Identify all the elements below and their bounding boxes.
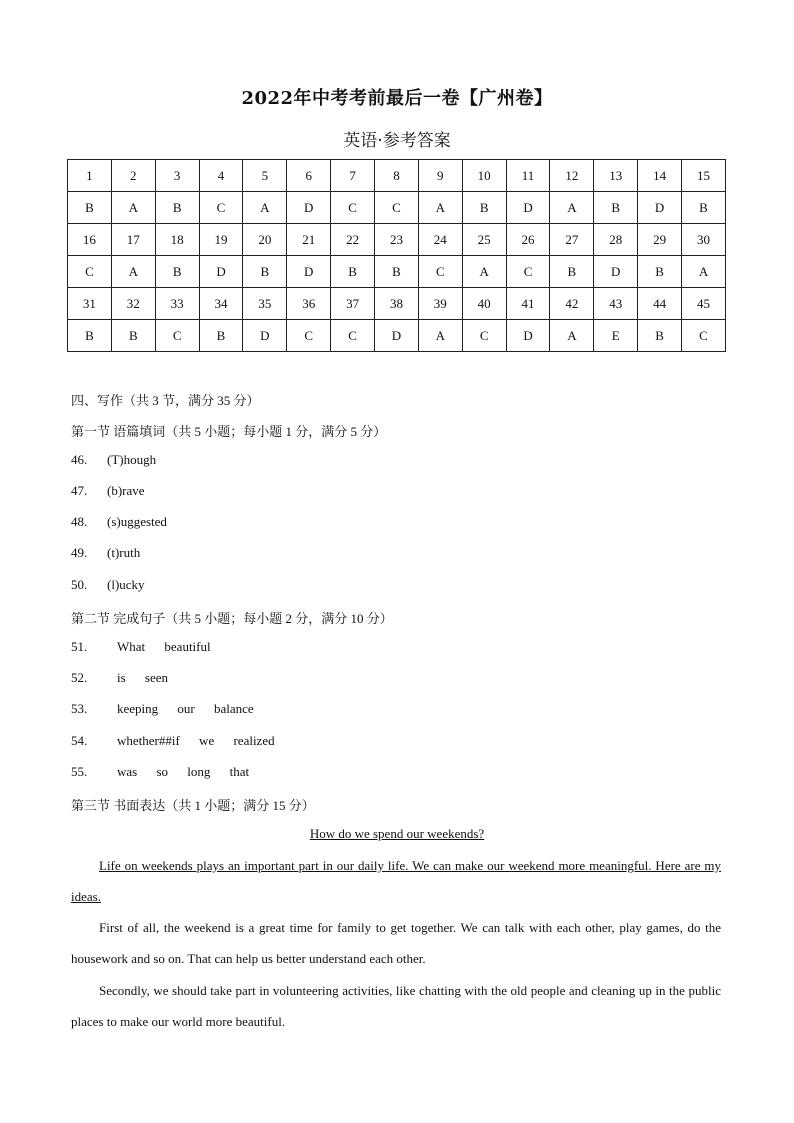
question-number-cell: 3 [155, 160, 199, 192]
question-number-cell: 10 [462, 160, 506, 192]
question-number-cell: 16 [68, 224, 112, 256]
question-number-cell: 29 [638, 224, 682, 256]
answer-cell: C [287, 320, 331, 352]
answer-cell: C [375, 192, 419, 224]
item-answer: keeping our balance [117, 701, 254, 716]
essay-paragraph: Secondly, we should take part in volunteering activities, like chatting with the old people and cleaning up in the public places to make our world more beautiful. [71, 983, 721, 1029]
question-number-cell: 17 [111, 224, 155, 256]
essay-paragraph: First of all, the weekend is a great time for family to get together. We can talk with each other, play games, do the housework and so on. That can help us better understand each other. [71, 920, 721, 966]
answer-cell: A [418, 192, 462, 224]
question-number-cell: 15 [682, 160, 726, 192]
answer-cell: B [375, 256, 419, 288]
item-answer: (t)ruth [107, 545, 141, 560]
answer-cell: D [506, 192, 550, 224]
question-number-cell: 32 [111, 288, 155, 320]
item-answer: What beautiful [117, 639, 211, 654]
answer-cell: D [243, 320, 287, 352]
answer-cell: A [550, 320, 594, 352]
answer-cell: B [111, 320, 155, 352]
answer-cell: C [418, 256, 462, 288]
question-number-cell: 25 [462, 224, 506, 256]
item-number: 55. [71, 764, 88, 779]
item-number: 47. [71, 483, 88, 498]
item-number: 46. [71, 452, 88, 467]
question-number-cell: 24 [418, 224, 462, 256]
table-row [68, 288, 726, 320]
question-number-cell: 43 [594, 288, 638, 320]
question-number-cell: 39 [418, 288, 462, 320]
answer-cell: B [331, 256, 375, 288]
question-number-cell: 9 [418, 160, 462, 192]
answer-cell: D [638, 192, 682, 224]
answer-cell: A [111, 192, 155, 224]
item-answer: whether##if we realized [117, 733, 275, 748]
page-title: 2022年中考考前最后一卷【广州卷】 [241, 88, 553, 109]
question-number-cell: 20 [243, 224, 287, 256]
answer-cell: A [462, 256, 506, 288]
question-number-cell: 5 [243, 160, 287, 192]
question-number-cell: 36 [287, 288, 331, 320]
answer-cell: D [594, 256, 638, 288]
question-number-cell: 8 [375, 160, 419, 192]
question-number-cell: 33 [155, 288, 199, 320]
answer-cell: C [199, 192, 243, 224]
list-item [71, 452, 156, 468]
answer-cell: C [462, 320, 506, 352]
item-number: 52. [71, 670, 88, 685]
answer-cell: B [68, 320, 112, 352]
writing-heading: 四、写作（共 3 节，满分 35 分） [71, 393, 260, 408]
question-number-cell: 40 [462, 288, 506, 320]
question-number-cell: 21 [287, 224, 331, 256]
section2-heading: 第二节 完成句子（共 5 小题；每小题 2 分，满分 10 分） [71, 611, 393, 626]
question-number-cell: 22 [331, 224, 375, 256]
answer-table [67, 159, 726, 352]
list-item [71, 483, 145, 499]
question-number-cell: 4 [199, 160, 243, 192]
question-number-cell: 30 [682, 224, 726, 256]
answer-cell: B [594, 192, 638, 224]
item-number: 49. [71, 545, 88, 560]
list-item [71, 639, 211, 655]
table-row [68, 256, 726, 288]
question-number-cell: 18 [155, 224, 199, 256]
list-item [71, 733, 275, 749]
question-number-cell: 41 [506, 288, 550, 320]
answer-cell: A [550, 192, 594, 224]
item-answer: (T)hough [107, 452, 157, 467]
list-item [71, 514, 167, 530]
question-number-cell: 35 [243, 288, 287, 320]
question-number-cell: 13 [594, 160, 638, 192]
item-answer: (s)uggested [107, 514, 167, 529]
answer-cell: B [68, 192, 112, 224]
item-answer: (l)ucky [107, 577, 145, 592]
answer-cell: B [199, 320, 243, 352]
section3-heading: 第三节 书面表达（共 1 小题；满分 15 分） [71, 798, 315, 813]
answer-cell: C [155, 320, 199, 352]
question-number-cell: 6 [287, 160, 331, 192]
section1-heading: 第一节 语篇填词（共 5 小题；每小题 1 分，满分 5 分） [71, 424, 387, 439]
answer-cell: B [155, 256, 199, 288]
question-number-cell: 37 [331, 288, 375, 320]
question-number-cell: 34 [199, 288, 243, 320]
table-row [68, 320, 726, 352]
question-number-cell: 7 [331, 160, 375, 192]
question-number-cell: 38 [375, 288, 419, 320]
answer-cell: B [682, 192, 726, 224]
item-number: 51. [71, 639, 88, 654]
answer-cell: B [155, 192, 199, 224]
question-number-cell: 14 [638, 160, 682, 192]
item-answer: (b)rave [107, 483, 145, 498]
answer-cell: A [111, 256, 155, 288]
question-number-cell: 23 [375, 224, 419, 256]
question-number-cell: 19 [199, 224, 243, 256]
answer-cell: A [243, 192, 287, 224]
table-row [68, 192, 726, 224]
table-row [68, 160, 726, 192]
item-number: 53. [71, 701, 88, 716]
answer-cell: A [418, 320, 462, 352]
list-item [71, 701, 254, 717]
question-number-cell: 2 [111, 160, 155, 192]
answer-cell: C [506, 256, 550, 288]
answer-cell: C [331, 192, 375, 224]
item-answer: was so long that [117, 764, 250, 779]
question-number-cell: 11 [506, 160, 550, 192]
question-number-cell: 31 [68, 288, 112, 320]
question-number-cell: 44 [638, 288, 682, 320]
answer-cell: A [682, 256, 726, 288]
question-number-cell: 26 [506, 224, 550, 256]
answer-cell: E [594, 320, 638, 352]
essay-title: How do we spend our weekends? [309, 826, 485, 841]
list-item [71, 577, 145, 593]
list-item [71, 764, 249, 780]
answer-cell: C [682, 320, 726, 352]
answer-cell: B [638, 256, 682, 288]
answer-cell: D [287, 256, 331, 288]
table-row [68, 224, 726, 256]
answer-cell: C [68, 256, 112, 288]
page-subtitle: 英语·参考答案 [343, 131, 451, 151]
item-number: 48. [71, 514, 88, 529]
essay-paragraph: Life on weekends plays an important part in our daily life. We can make our weekend more meaningful. Here are my ideas. [71, 858, 721, 904]
answer-cell: B [462, 192, 506, 224]
answer-cell: D [375, 320, 419, 352]
question-number-cell: 1 [68, 160, 112, 192]
question-number-cell: 27 [550, 224, 594, 256]
question-number-cell: 12 [550, 160, 594, 192]
item-number: 54. [71, 733, 88, 748]
item-number: 50. [71, 577, 88, 592]
question-number-cell: 42 [550, 288, 594, 320]
answer-cell: D [287, 192, 331, 224]
list-item [71, 670, 168, 686]
question-number-cell: 45 [682, 288, 726, 320]
answer-cell: D [199, 256, 243, 288]
list-item [71, 545, 140, 561]
question-number-cell: 28 [594, 224, 638, 256]
answer-cell: D [506, 320, 550, 352]
answer-cell: B [638, 320, 682, 352]
answer-cell: C [331, 320, 375, 352]
answer-cell: B [243, 256, 287, 288]
answer-cell: B [550, 256, 594, 288]
item-answer: is seen [117, 670, 169, 685]
